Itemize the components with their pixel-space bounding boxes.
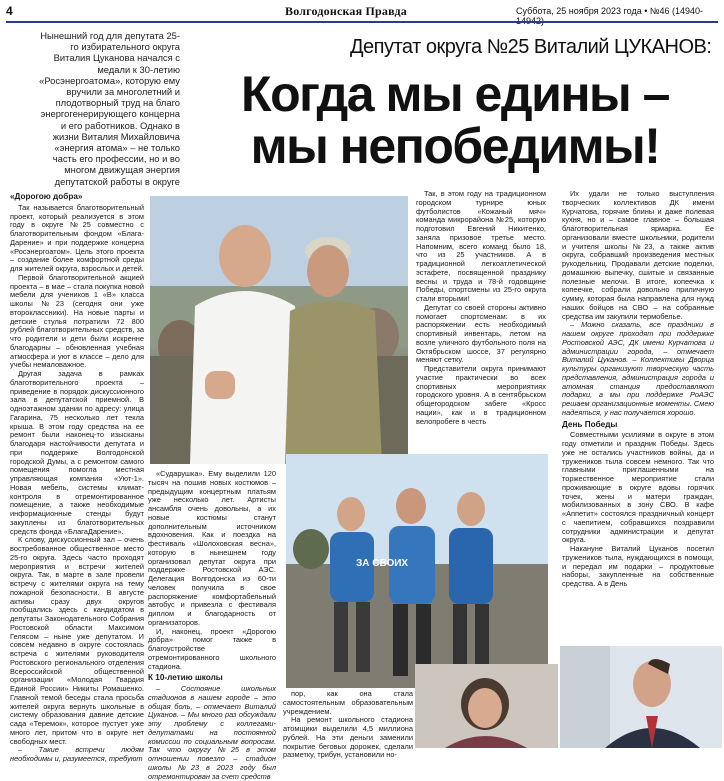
photo-woman-illustration	[415, 664, 558, 748]
paragraph: – Можно сказать, все праздники в нашем округе проходят при поддержке Ростовской АЭС, ДК имени Курчатова и администрации города, – отмечает Виталий Цуканов. – Коллективы Дворца культуры организуют творческую часть представления, администрация города и атомная станция предоставляют подарки, а мы при поддержке РоАЭС решаем организационные моменты. Смею надеяться, у нас получается хорошо.	[562, 320, 714, 417]
paragraph: Так, в этом году на традиционном городском турнире юных футболистов «Кожаный мяч» команда микрорайона №25, которую подготовил Евгений Никитенко, заняла призовое третье место. Напомним, всего команд было 18, что из 25 участников. А в традиционной легкоатлетической эстафете, посвященной празднику весны и труда и 78-й годовщине Победы, спортсмены из 25-го округа стали вторыми!	[416, 189, 546, 303]
paragraph: Совместными усилиями в округе в этом году отметили и праздник Победы. Здесь уже не остались участников войны, да и тружеников тыла совсем немного. Так что главными приглашенными на торжественное мероприятие стали проживающие в округе вдовы горячих точек, жены и матери граждан, мобилизованных в зону СВО. В кафе «Аппетит» состоялся праздничный концерт с чаепитием, собравшихся поздравили сотрудники администрации и депутат округа.	[562, 430, 714, 545]
article-column-2	[148, 469, 276, 781]
article-column-3	[283, 689, 413, 760]
paragraph: К слову, дискуссионный зал – очень востребованное общественное место 25-го округа. Здесь часто проходят мероприятия и встречи жителей округа. Так, в марте в зале провели встречу с жителями округа на тему пожарной безопасности. В августе активы сразу двух округов пообщались здесь с кандидатом в депутаты Законодательного Собрания Ростовской области Максимом Гелясом – ныне уже депутатом. И совсем недавно в округе состоялась встреча с жителями руководителя Ростовского регионального отделения Всероссийской общественной организации «Молодая Гвардия Единой России» Никиты Ромашенко. Главной темой беседы стала просьба жителей округа вернуть школьные в систему образования давние детские сада «Теремок», которое пустует уже много лет, притом что в округе нет свободных мест.	[10, 535, 144, 746]
section-heading-victory-day: День Победы	[562, 419, 618, 429]
paragraph: Накануне Виталий Цуканов посетил тружеников тыла, нуждающихся в помощи, и передал им подарки – продуктовые наборы, закупленные на собственные средства. А в День	[562, 544, 714, 588]
photo-deputy-with-veteran-illustration	[150, 196, 408, 464]
article-rubric: Депутат округа №25 Виталий ЦУКАНОВ:	[350, 36, 712, 58]
article-column-1	[10, 190, 144, 763]
page-number: 4	[6, 4, 13, 18]
article-column-5	[562, 190, 714, 746]
photo-woman	[415, 664, 558, 748]
section-heading-dorogoyu-dobra: «Дорогою добра»	[10, 192, 83, 201]
paragraph: пор, как она стала самостоятельным образовательным учреждением.	[283, 689, 413, 716]
article-column-4	[416, 189, 546, 426]
paragraph: – Состояние школьных стадионов в нашем городе – это общая боль, – отмечает Виталий Цуканов. – Мы много раз обсуждали эту проблему с коллегами-депутатами на постоянной комиссии по социальным вопросам. Так что округу №25 в этом отношении повезло – стадион школы №23 в 2023 году был отремонтирован за счет средств	[148, 684, 276, 781]
paragraph: – Такие встречи людям необходимы и, разумеется, требуют	[10, 745, 144, 763]
paragraph: Депутат со своей стороны активно помогает спортсменам: в их распоряжении есть необходимый спортивный инвентарь, летом на возле уличного футбольного поля на Октябрьском шоссе, 37 регулярно меняют сетку.	[416, 302, 546, 365]
dateline: Суббота, 25 ноября 2023 года • №46 (14940-	[516, 6, 704, 16]
paragraph: Другая задача в рамках благотворительного проекта – приведение в порядок дискуссионного зала в депутатской приемной. В одноэтажном здании по адресу: улица Гагарина, 75 несколько лет текла крыша. В этом году средства на ее ремонт были наконец-то изысканы благодаря настойчивости депутата и при поддержке Волгодонской городской Думы, а с ремонтом самого помещения помогла местная управляющая компания «Уют-1». Новая мебель, системы климат-контроля в отремонтированное помещение, а также необходимые информационные стенды будут закуплены из благотворительных средств фонда «БлагаДарение».	[10, 369, 144, 536]
masthead: Волгодонская Правда	[285, 4, 407, 18]
header-rule	[6, 21, 718, 23]
headline-line-2: мы непобедимы!	[250, 118, 660, 174]
paragraph: Так называется благотворительный проект, который реализуется в этом году в округе №25 совместно с благотворительным фондом «Блага-Дарение» и при поддержке концерна «Росэнергоатом». Цель этого проекта – создание более комфортной среды для жителей округа, взрослых и детей.	[10, 202, 144, 273]
headline-line-1: Когда мы едины –	[241, 66, 669, 122]
paragraph: Их удали не только выступления творческих коллективов ДК имени Курчатова, горячие блины и даже полевая кухня, но и – самое главное – большая благотворительная ярмарка. Ее организовали вместе школьники, родители и учителя школы №23, а также актив округа, собравший произведения местных рукодельниц. Продавали детские поделки, домашнюю выпечку, сшитые и связанные полезные мелочи. В итоге, копеечка к копеечке, собрали довольно приличную сумму, которая была направлена для нужд наших бойцов на СВО – на собранные средства им закупили термобелье.	[562, 189, 714, 321]
article-lead: Нынешний год для депутата 25-го избирательного округа Виталия Цуканова начался с медали к 30-летию «Росэнергоатома», которую ему вручили за многолетний и плодотворный труд на благо энергогенерирующего концерна и его работников. Однако в жизни Виталия Михайловича «энергия атома» – не только часть его профессии, но и во многом движущая энергия депутатской работы в округе	[39, 30, 180, 187]
paragraph: И, наконец, проект «Дорогою добра» помог также в благоустройстве отремонтированного школьного стадиона.	[148, 626, 276, 671]
photo-runners	[286, 454, 548, 688]
paragraph: Первой благотворительной акцией проекта – в мае – стала покупка новой мебели для учеников 1 «В» класса школы №23 (сегодня они уже второклассники). На новые парты и детские стулья потратили 72 800 рублей благотворительных средств, за что родители и дети были искренне благодарны – обновленная учебная атмосфера и уют в классе – дело для учебы немаловажное.	[10, 272, 144, 370]
paragraph: «Сударушка». Ему выделили 120 тысяч на пошив новых костюмов – предыдущим концертным платьям уже несколько лет. Артисты ансамбля очень довольны, а их новые костюмы станут дополнительным источником вдохновения. Как и поездка на фестиваль «Шолоховская весна», которую в нынешнем году организовал депутат округа при поддержке Ростовской АЭС. Делегация Волгодонска из 60-ти человек получила в свое распоряжение комфортабельный автобус и привезла с фестиваля диплом и благодарность от организаторов.	[148, 469, 276, 627]
runner-bib-text: ЗА СВОИХ	[356, 558, 409, 569]
section-heading-10-years-school: К 10-летию школы	[148, 673, 223, 683]
photo-deputy-with-veteran	[150, 196, 408, 464]
paragraph: Представители округа принимают участие практически во всех спортивных мероприятиях городского уровня. А в сентябрьском общегородском забеге «Кросс нации», как и в традиционном велопробеге в честь	[416, 364, 546, 426]
article-headline	[190, 68, 720, 172]
paragraph: На ремонт школьного стадиона атомщики выделили 4,5 миллиона рублей. На эти деньги заменили покрытие беговых дорожек, сделали разметку, трибун, установили но-	[283, 715, 413, 760]
photo-runners-illustration	[286, 454, 548, 688]
